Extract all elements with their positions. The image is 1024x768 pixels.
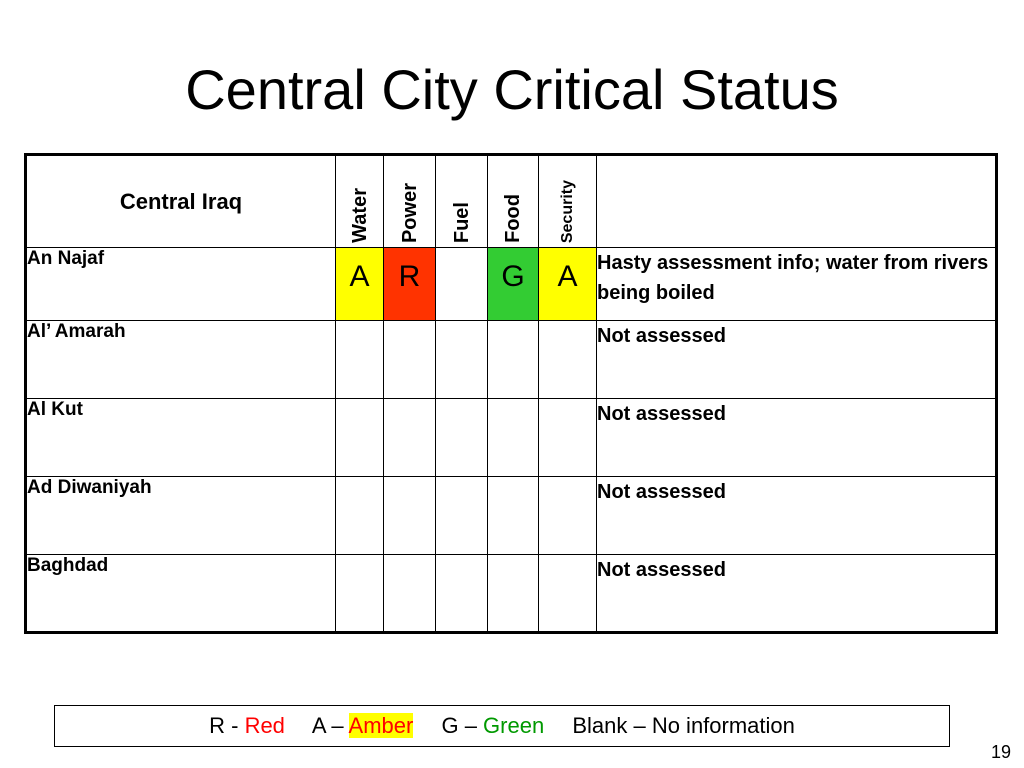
- table-row: [26, 399, 997, 477]
- column-header-food: Food: [488, 155, 539, 248]
- region-header: Central Iraq: [26, 155, 336, 248]
- status-cell-food: [488, 321, 539, 399]
- status-cell-fuel: [436, 248, 488, 321]
- status-cell-water: [336, 555, 384, 633]
- status-cell-water: [336, 321, 384, 399]
- table-row: [26, 555, 997, 633]
- status-cell-power: R: [384, 248, 436, 321]
- legend-amber-prefix: A –: [311, 713, 349, 738]
- city-name: Ad Diwaniyah: [26, 477, 336, 555]
- status-cell-fuel: [436, 555, 488, 633]
- assessment-note: Hasty assessment info; water from rivers being boiled: [597, 248, 997, 321]
- status-cell-food: [488, 399, 539, 477]
- column-header-security: Security: [539, 155, 597, 248]
- legend-green-prefix: G –: [441, 713, 484, 738]
- status-cell-food: [488, 477, 539, 555]
- status-legend: [54, 705, 950, 747]
- table-row: [26, 248, 997, 321]
- status-cell-fuel: [436, 477, 488, 555]
- city-name: Al’ Amarah: [26, 321, 336, 399]
- city-name: Al Kut: [26, 399, 336, 477]
- column-header-fuel: Fuel: [436, 155, 488, 248]
- status-cell-power: [384, 321, 436, 399]
- status-cell-fuel: [436, 321, 488, 399]
- table-header-row: [26, 155, 997, 248]
- city-name: An Najaf: [26, 248, 336, 321]
- legend-green-word: Green: [483, 713, 545, 738]
- status-cell-food: G: [488, 248, 539, 321]
- notes-header: [597, 155, 997, 248]
- legend-blank: Blank – No information: [572, 713, 795, 738]
- status-cell-security: [539, 321, 597, 399]
- status-cell-power: [384, 555, 436, 633]
- legend-red-prefix: R -: [209, 713, 245, 738]
- city-name: Baghdad: [26, 555, 336, 633]
- status-cell-power: [384, 477, 436, 555]
- status-cell-water: [336, 399, 384, 477]
- assessment-note: Not assessed: [597, 399, 997, 477]
- legend-amber-word: Amber: [348, 713, 414, 738]
- status-cell-food: [488, 555, 539, 633]
- status-cell-water: [336, 477, 384, 555]
- page-number: 19: [990, 742, 1011, 762]
- slide-title: Central City Critical Status: [185, 58, 839, 121]
- status-cell-security: [539, 399, 597, 477]
- status-cell-fuel: [436, 399, 488, 477]
- status-cell-water: A: [336, 248, 384, 321]
- table-row: [26, 321, 997, 399]
- status-cell-power: [384, 399, 436, 477]
- legend-red-word: Red: [244, 713, 285, 738]
- table-row: [26, 477, 997, 555]
- status-table: [24, 153, 998, 634]
- assessment-note: Not assessed: [597, 321, 997, 399]
- status-cell-security: A: [539, 248, 597, 321]
- column-header-power: Power: [384, 155, 436, 248]
- column-header-water: Water: [336, 155, 384, 248]
- status-cell-security: [539, 555, 597, 633]
- assessment-note: Not assessed: [597, 555, 997, 633]
- status-cell-security: [539, 477, 597, 555]
- assessment-note: Not assessed: [597, 477, 997, 555]
